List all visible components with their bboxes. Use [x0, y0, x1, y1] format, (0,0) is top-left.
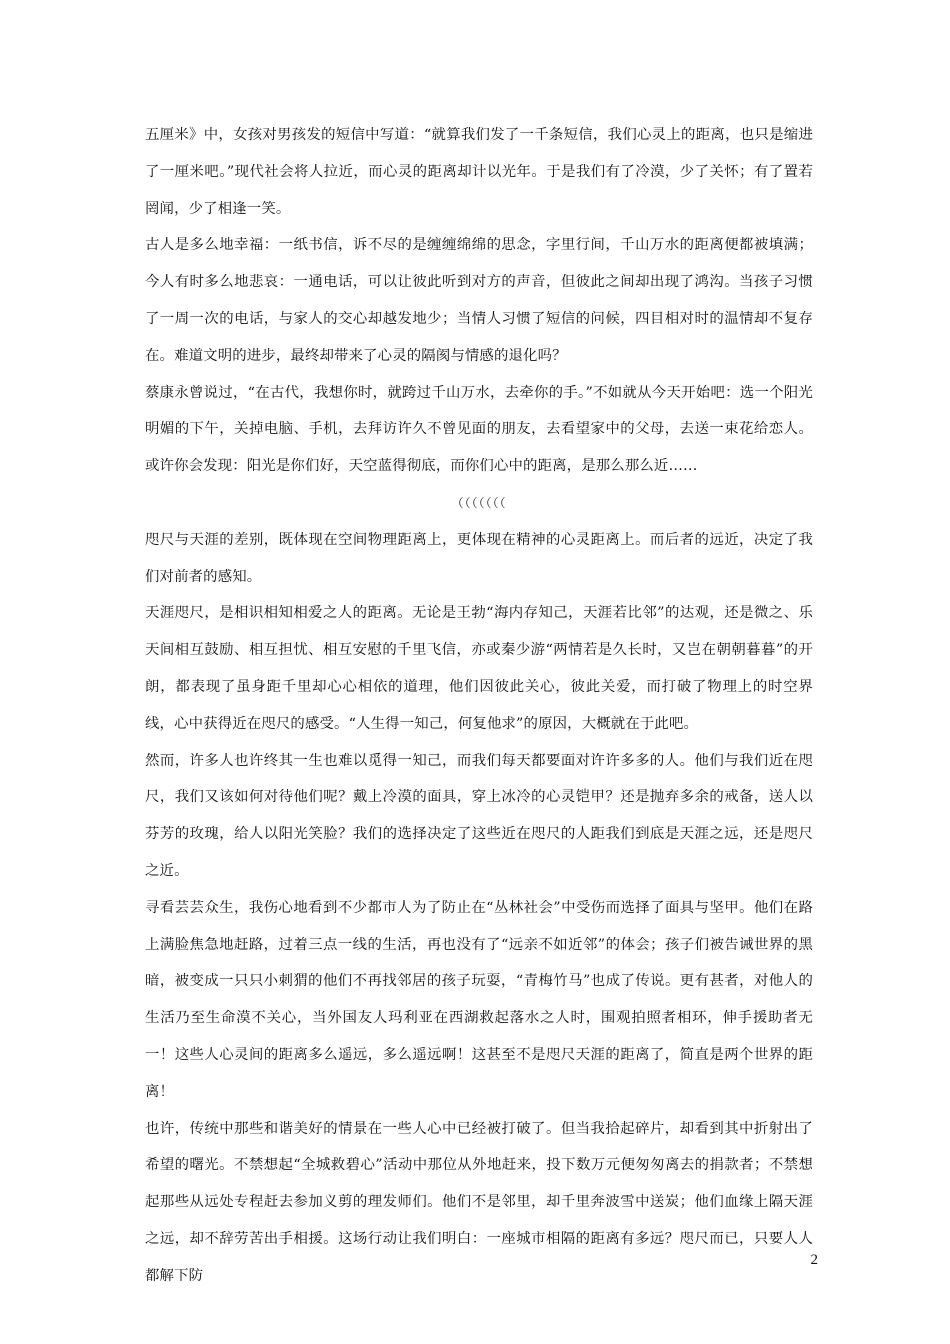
paragraph: 然而，许多人也许终其一生也难以觅得一知己，而我们每天都要面对许许多多的人。他们与我们近在咫尺，我们又该如何对待他们呢？戴上冷漠的面具，穿上冰冷的心灵铠甲？还是抛弃多余的戒备，送人以芬芳的玫瑰，给人以阳光笑脸？我们的选择决定了这些近在咫尺的人距我们到底是天涯之远，还是咫尺之近。	[145, 752, 813, 879]
paragraph: 天涯咫尺，是相识相知相爱之人的距离。无论是王勃“海内存知己，天涯若比邻”的达观，还是微之、乐天间相互鼓励、相互担忧、相互安慰的千里飞信，亦或秦少游“两情若是久长时，又岂在朝朝暮暮”的开朗，都表现了虽身距千里却心心相依的道理，他们因彼此关心，彼此关爱，而打破了物理上的时空界线，心中获得近在咫尺的感受。“人生得一知己，何复他求”的原因，大概就在于此吧。	[145, 605, 813, 732]
page-number: 2	[810, 1252, 818, 1268]
paragraph: 五厘米》中，女孩对男孩发的短信中写道：“就算我们发了一千条短信，我们心灵上的距离，也只是缩进了一厘米吧。”现代社会将人拉近，而心灵的距离却计以光年。于是我们有了冷漠，少了关怀；有了置若罔闻，少了相逢一笑。	[145, 127, 813, 217]
paragraph: 咫尺与天涯的差别，既体现在空间物理距离上，更体现在精神的心灵距离上。而后者的远近，决定了我们对前者的感知。	[145, 531, 813, 585]
section-heading: （（（（（（（	[451, 495, 507, 510]
paragraph: 古人是多么地幸福：一纸书信，诉不尽的是缠缠绵绵的思念，字里行间，千山万水的距离便都被填满；今人有时多么地悲哀：一通电话，可以让彼此听到对方的声音，但彼此之间却出现了鸿沟。当孩子习惯了一周一次的电话，与家人的交心却越发地少；当情人习惯了短信的问候，四目相对时的温情却不复存在。难道文明的进步，最终却带来了心灵的隔阂与情感的退化吗？	[145, 237, 813, 364]
paragraph: 寻看芸芸众生，我伤心地看到不少都市人为了防止在“丛林社会”中受伤而选择了面具与坚甲。他们在路上满脸焦急地赶路，过着三点一线的生活，再也没有了“远亲不如近邻”的体会；孩子们被告诫世界的黑暗，被变成一只只小刺猬的他们不再找邻居的孩子玩耍，“青梅竹马”也成了传说。更有甚者，对他人的生活乃至生命漠不关心，当外国友人玛利亚在西湖救起落水之人时，围观拍照者相环，伸手援助者无一！这些人心灵间的距离多么遥远，多么遥远啊！这甚至不是咫尺天涯的距离了，简直是两个世界的距离！	[145, 899, 813, 1100]
paragraph: 蔡康永曾说过，“在古代，我想你时，就跨过千山万水，去牵你的手。”不如就从今天开始吧：选一个阳光明媚的下午，关掉电脑、手机，去拜访许久不曾见面的朋友，去看望家中的父母，去送一束花给恋人。或许你会发现：阳光是你们好，天空蓝得彻底，而你们心中的距离，是那么那么近……	[145, 384, 813, 475]
paragraph: 也许，传统中那些和谐美好的情景在一些人心中已经被打破了。但当我拾起碎片，却看到其中折射出了希望的曙光。不禁想起“全城救碧心”活动中那位从外地赶来，投下数万元便匆匆离去的捐款者；不禁想起那些从远处专程赶去参加义剪的理发师们。他们不是邻里，却千里奔波雪中送炭；他们血缘上隔天涯之远，却不辞劳苦出手相援。这场行动让我们明白：一座城市相隔的距离有多远？咫尺而已，只要人人都解下防	[145, 1120, 813, 1284]
document-body	[145, 117, 813, 1295]
